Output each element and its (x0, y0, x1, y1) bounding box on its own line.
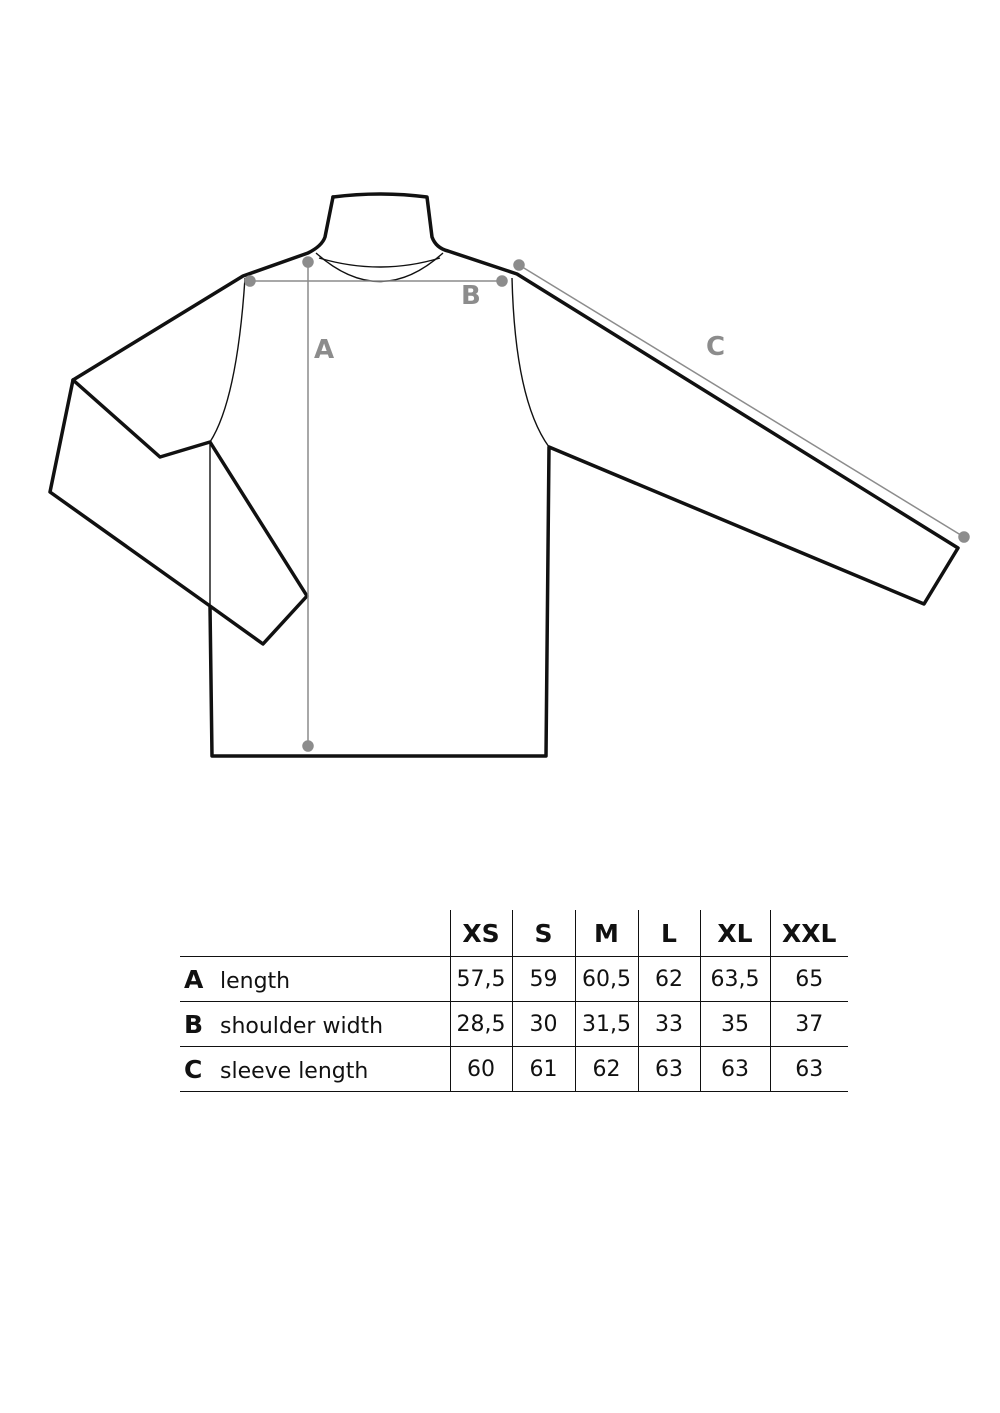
measure-a-dot-top (303, 257, 313, 267)
measure-c-line (519, 265, 964, 537)
table-cell: 60,5 (575, 957, 638, 1002)
row-name: length (220, 968, 291, 994)
table-cell: 63 (700, 1047, 770, 1092)
table-cell: 63 (638, 1047, 700, 1092)
table-cell: 60 (450, 1047, 512, 1092)
measure-b-dot-left (245, 276, 255, 286)
left-shoulder-line (73, 197, 333, 380)
table-cell: 30 (512, 1002, 575, 1047)
size-header-row (180, 910, 848, 957)
table-cell: 33 (638, 1002, 700, 1047)
row-label (180, 957, 450, 1002)
table-cell: 62 (575, 1047, 638, 1092)
row-letter: C (184, 1054, 203, 1084)
table-cell: 35 (700, 1002, 770, 1047)
table-cell: 61 (512, 1047, 575, 1092)
measure-b-label: B (461, 281, 481, 311)
measure-c-dot-bottom (959, 532, 969, 542)
size-header: L (638, 910, 700, 957)
measure-b-dot-right (497, 276, 507, 286)
table-cell: 37 (770, 1002, 848, 1047)
size-header: XS (450, 910, 512, 957)
table-cell: 57,5 (450, 957, 512, 1002)
row-letter: A (184, 964, 204, 994)
size-table (180, 910, 848, 1092)
table-cell: 63 (770, 1047, 848, 1092)
row-label (180, 1002, 450, 1047)
table-cell: 28,5 (450, 1002, 512, 1047)
row-letter: B (184, 1009, 204, 1039)
measure-c-dot-top (514, 260, 524, 270)
table-row (180, 1047, 848, 1092)
neckline-outer (319, 258, 440, 267)
header-blank (180, 910, 450, 957)
table-row (180, 1002, 848, 1047)
row-name: shoulder width (220, 1013, 384, 1039)
row-name: sleeve length (220, 1058, 369, 1084)
table-cell: 63,5 (700, 957, 770, 1002)
left-armhole-seam (210, 278, 245, 442)
size-chart (180, 910, 848, 1092)
table-cell: 31,5 (575, 1002, 638, 1047)
measure-a-label: A (314, 335, 335, 365)
measure-c-label: C (706, 332, 726, 362)
size-header: XL (700, 910, 770, 957)
table-cell: 59 (512, 957, 575, 1002)
table-row (180, 957, 848, 1002)
row-label (180, 1047, 450, 1092)
right-armhole-seam (512, 278, 549, 447)
table-cell: 62 (638, 957, 700, 1002)
measure-a-dot-bottom (303, 741, 313, 751)
size-header: S (512, 910, 575, 957)
size-header: M (575, 910, 638, 957)
table-cell: 65 (770, 957, 848, 1002)
size-header: XXL (770, 910, 848, 957)
